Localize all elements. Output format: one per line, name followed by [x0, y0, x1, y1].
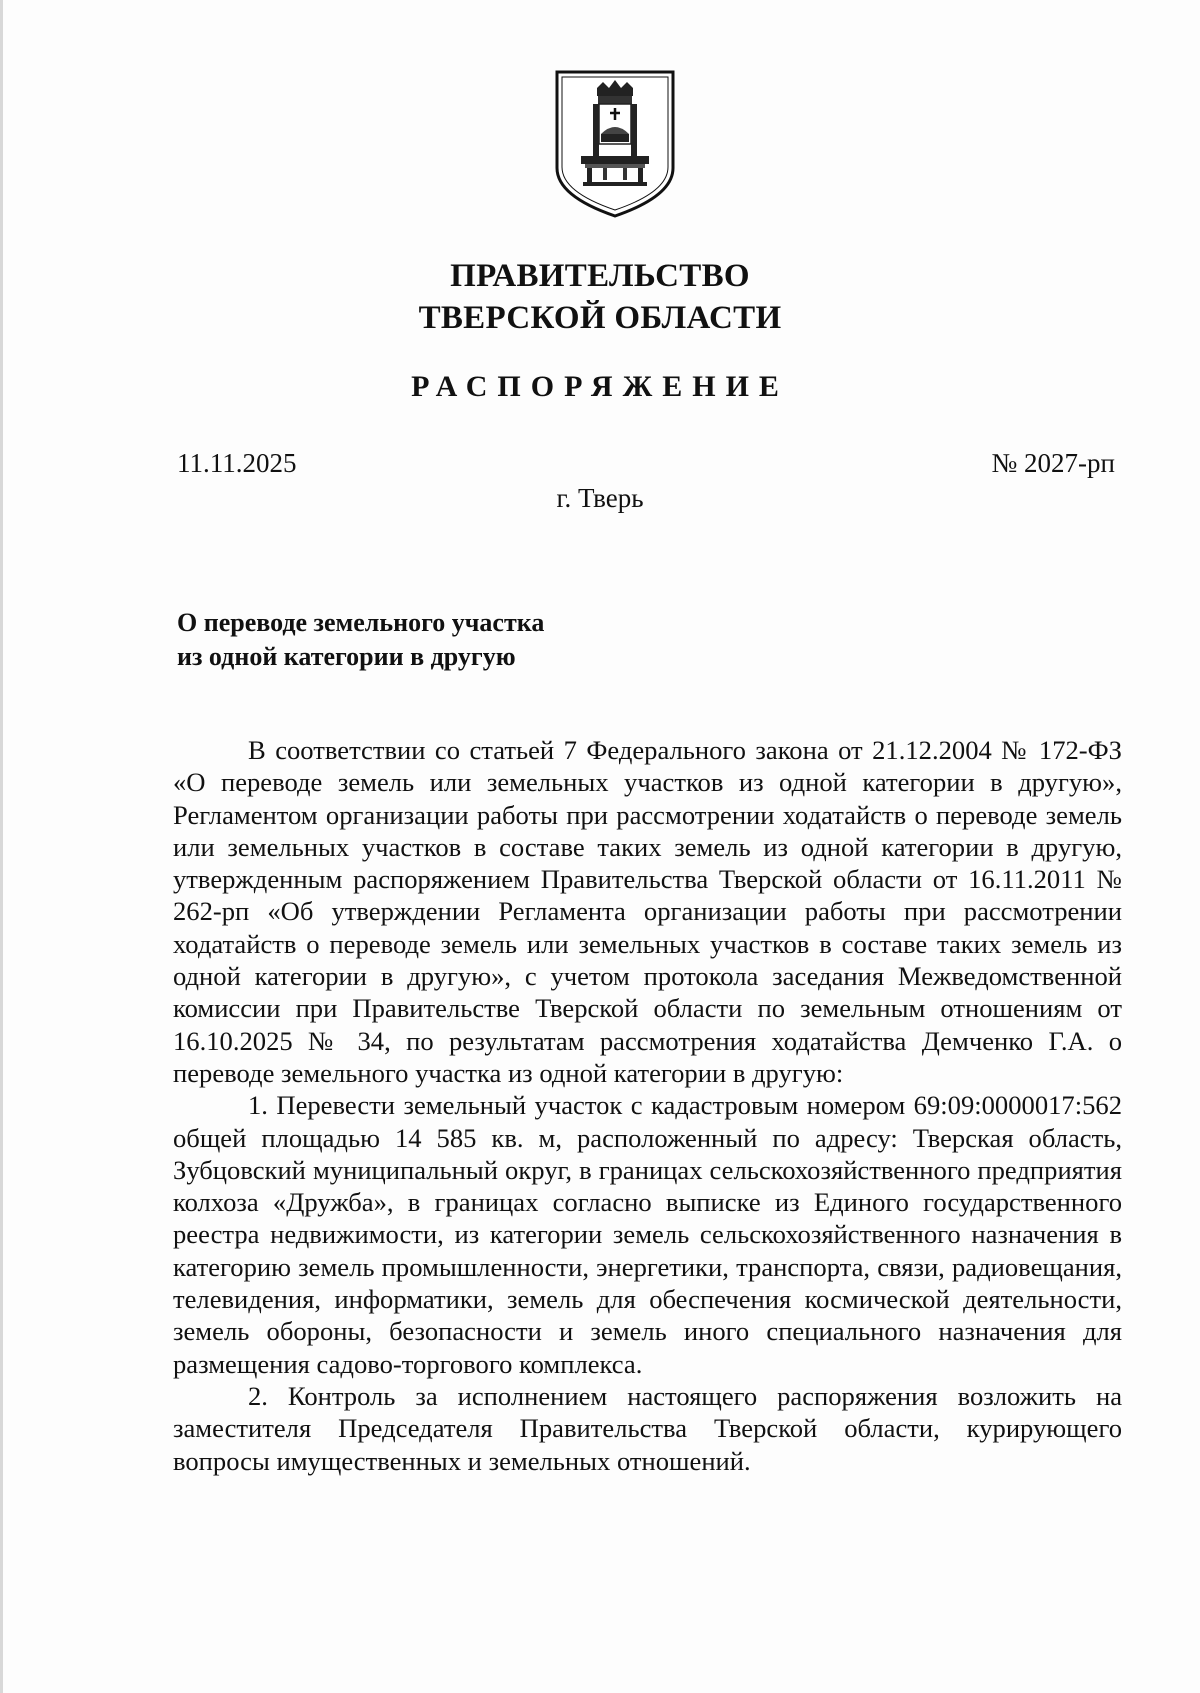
issuing-authority — [0, 255, 1200, 339]
document-type: РАСПОРЯЖЕНИЕ — [411, 370, 789, 403]
clause-2-paragraph: 2. Контроль за исполнением настоящего распоряжения возложить на заместителя Председателя Правительства Тверской области, курирующего вопросы имущественных и земельных отношений. — [173, 1380, 1122, 1476]
document-city: г. Тверь — [556, 483, 644, 513]
coat-of-arms-icon — [553, 68, 677, 220]
subject-line-1: О переводе земельного участка — [177, 608, 545, 637]
document-subject — [177, 606, 544, 674]
clause-1-paragraph: 1. Перевести земельный участок с кадастровым номером 69:09:0000017:562 общей площадью 14 585 кв. м, расположенный по адресу: Тверская область, Зубцовский муниципальный округ, в границах сельскохозяйственного предприятия колхоза «Дружба», в границах согласно выписке из Единого государственного реестра недвижимости, из категории земель сельскохозяйственного назначения в категорию земель промышленности, энергетики, транспорта, связи, радиовещания, телевидения, информатики, земель для обеспечения космической деятельности, земель обороны, безопасности и земель иного специального назначения для размещения садово-торгового комплекса. — [173, 1090, 1122, 1379]
document-body — [173, 734, 1122, 1477]
subject-line-2: из одной категории в другую — [177, 642, 516, 671]
preamble-paragraph: В соответствии со статьей 7 Федерального закона от 21.12.2004 № 172-ФЗ «О переводе земель или земельных участков из одной категории в другую», Регламентом организации работы при рассмотрении ходатайств о переводе земель или земельных участков в составе таких земель из одной категории в другую, утвержденным распоряжением Правительства Тверской области от 16.11.2011 № 262-рп «Об утверждении Регламента организации работы при рассмотрении ходатайств о переводе земель или земельных участков в составе таких земель из одной категории в другую», с учетом протокола заседания Межведомственной комиссии при Правительстве Тверской области по земельным отношениям от 16.10.2025 № 34, по результатам рассмотрения ходатайства Демченко Г.А. о переводе земельного участка из одной категории в другую: — [173, 735, 1122, 1088]
document-date: 11.11.2025 — [177, 448, 297, 478]
authority-line-2: ТВЕРСКОЙ ОБЛАСТИ — [418, 300, 782, 336]
scan-edge — [0, 0, 3, 1693]
authority-line-1: ПРАВИТЕЛЬСТВО — [450, 258, 750, 294]
document-number: № 2027-рп — [991, 448, 1115, 478]
